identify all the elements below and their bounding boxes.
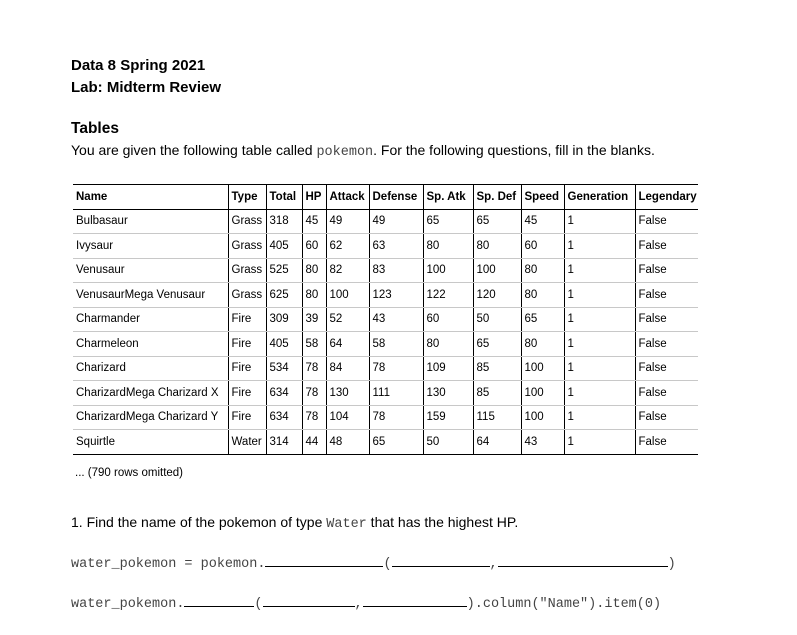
table-cell: 100 <box>521 356 564 381</box>
table-cell: False <box>635 307 698 332</box>
table-cell: 78 <box>369 405 423 430</box>
code-line-2-end: ).column("Name").item(0) <box>466 597 662 612</box>
table-cell: 45 <box>302 209 326 234</box>
course-title: Data 8 Spring 2021 <box>71 57 206 74</box>
table-cell: Fire <box>228 332 266 357</box>
table-cell: Grass <box>228 234 266 259</box>
table-cell: 159 <box>423 405 473 430</box>
table-cell: 63 <box>369 234 423 259</box>
table-cell: 100 <box>521 405 564 430</box>
blank-2-arg2[interactable] <box>363 594 467 607</box>
table-cell: 80 <box>521 332 564 357</box>
table-cell: False <box>635 430 698 455</box>
table-cell: 78 <box>302 356 326 381</box>
table-cell: 1 <box>564 209 635 234</box>
question-1-code: Water <box>326 517 367 532</box>
table-cell: 122 <box>423 283 473 308</box>
table-row <box>73 234 698 259</box>
table-cell: VenusaurMega Venusaur <box>73 283 228 308</box>
code-line-1-start: water_pokemon = pokemon. <box>71 557 266 572</box>
table-row <box>73 405 698 430</box>
table-cell: 65 <box>369 430 423 455</box>
table-cell: Ivysaur <box>73 234 228 259</box>
table-cell: 111 <box>369 381 423 406</box>
table-cell: 1 <box>564 307 635 332</box>
table-cell: 80 <box>302 258 326 283</box>
table-cell: 80 <box>423 234 473 259</box>
intro-text-after: . For the following questions, fill in the blanks. <box>373 142 655 158</box>
table-cell: 1 <box>564 356 635 381</box>
table-cell: Fire <box>228 405 266 430</box>
table-cell: 52 <box>326 307 369 332</box>
table-cell: 60 <box>302 234 326 259</box>
table-cell: 65 <box>473 332 521 357</box>
table-cell: 65 <box>473 209 521 234</box>
question-1-suffix: that has the highest HP. <box>366 514 519 530</box>
table-cell: 50 <box>423 430 473 455</box>
blank-2-method[interactable] <box>184 594 254 607</box>
table-cell: 318 <box>266 209 302 234</box>
table-cell: Fire <box>228 307 266 332</box>
table-cell: 58 <box>302 332 326 357</box>
table-cell: 80 <box>423 332 473 357</box>
table-row <box>73 430 698 455</box>
table-cell: 525 <box>266 258 302 283</box>
table-cell: 80 <box>521 258 564 283</box>
table-cell: False <box>635 332 698 357</box>
table-cell: 78 <box>369 356 423 381</box>
column-header: Legendary <box>635 185 698 210</box>
table-cell: 634 <box>266 405 302 430</box>
table-cell: 130 <box>326 381 369 406</box>
table-header-row <box>73 185 698 210</box>
column-header: HP <box>302 185 326 210</box>
table-cell: 80 <box>521 283 564 308</box>
table-cell: Charizard <box>73 356 228 381</box>
table-cell: 82 <box>326 258 369 283</box>
code-line-1 <box>71 554 676 572</box>
table-cell: False <box>635 209 698 234</box>
column-header: Type <box>228 185 266 210</box>
code-line-2-start: water_pokemon. <box>71 597 185 612</box>
table-cell: 309 <box>266 307 302 332</box>
table-cell: 85 <box>473 356 521 381</box>
table-cell: Squirtle <box>73 430 228 455</box>
table-cell: Fire <box>228 381 266 406</box>
table-cell: 1 <box>564 283 635 308</box>
table-cell: 634 <box>266 381 302 406</box>
table-cell: 44 <box>302 430 326 455</box>
table-cell: 85 <box>473 381 521 406</box>
table-cell: 43 <box>521 430 564 455</box>
table-cell: 405 <box>266 234 302 259</box>
table-row <box>73 381 698 406</box>
pokemon-table <box>73 184 698 455</box>
table-cell: 65 <box>423 209 473 234</box>
table-cell: False <box>635 283 698 308</box>
table-row <box>73 258 698 283</box>
table-cell: 109 <box>423 356 473 381</box>
blank-1-method[interactable] <box>265 554 383 567</box>
table-cell: 49 <box>369 209 423 234</box>
table-cell: Venusaur <box>73 258 228 283</box>
question-1 <box>71 514 518 532</box>
table-cell: 100 <box>326 283 369 308</box>
omitted-rows-note: ... (790 rows omitted) <box>75 467 184 479</box>
code-line-1-comma: , <box>489 557 498 572</box>
table-cell: 1 <box>564 381 635 406</box>
table-cell: 48 <box>326 430 369 455</box>
table-cell: Charmeleon <box>73 332 228 357</box>
column-header: Sp. Def <box>473 185 521 210</box>
table-cell: 58 <box>369 332 423 357</box>
table-cell: 104 <box>326 405 369 430</box>
table-cell: 84 <box>326 356 369 381</box>
section-title: Tables <box>71 120 119 137</box>
blank-1-arg1[interactable] <box>392 554 490 567</box>
table-cell: False <box>635 381 698 406</box>
table-cell: False <box>635 356 698 381</box>
table-cell: 115 <box>473 405 521 430</box>
column-header: Total <box>266 185 302 210</box>
table-cell: 60 <box>423 307 473 332</box>
column-header: Attack <box>326 185 369 210</box>
table-cell: CharizardMega Charizard X <box>73 381 228 406</box>
table-cell: CharizardMega Charizard Y <box>73 405 228 430</box>
lab-title: Lab: Midterm Review <box>71 79 222 96</box>
column-header: Name <box>73 185 228 210</box>
table-cell: 1 <box>564 405 635 430</box>
column-header: Sp. Atk <box>423 185 473 210</box>
table-cell: 1 <box>564 258 635 283</box>
table-row <box>73 332 698 357</box>
question-1-prefix: 1. Find the name of the pokemon of type <box>71 514 327 530</box>
code-line-1-paren-open: ( <box>383 557 392 572</box>
code-line-2 <box>71 594 661 612</box>
column-header: Speed <box>521 185 564 210</box>
table-body <box>73 209 698 454</box>
table-cell: Grass <box>228 283 266 308</box>
table-cell: 64 <box>473 430 521 455</box>
table-cell: 405 <box>266 332 302 357</box>
table-cell: 100 <box>521 381 564 406</box>
table-cell: 1 <box>564 234 635 259</box>
table-cell: 80 <box>302 283 326 308</box>
table-cell: 1 <box>564 332 635 357</box>
table-cell: 49 <box>326 209 369 234</box>
table-cell: Charmander <box>73 307 228 332</box>
table-cell: 120 <box>473 283 521 308</box>
blank-1-arg2[interactable] <box>498 554 668 567</box>
table-row <box>73 283 698 308</box>
code-line-1-paren-close: ) <box>667 557 676 572</box>
table-cell: Grass <box>228 258 266 283</box>
table-cell: 64 <box>326 332 369 357</box>
table-cell: 625 <box>266 283 302 308</box>
table-cell: 78 <box>302 405 326 430</box>
code-line-2-comma: , <box>354 597 363 612</box>
table-cell: 65 <box>521 307 564 332</box>
blank-2-arg1[interactable] <box>263 594 355 607</box>
table-cell: 100 <box>423 258 473 283</box>
table-cell: False <box>635 234 698 259</box>
table-cell: 534 <box>266 356 302 381</box>
table-cell: 62 <box>326 234 369 259</box>
intro-text-before: You are given the following table called <box>71 142 317 158</box>
table-cell: 123 <box>369 283 423 308</box>
table-cell: Grass <box>228 209 266 234</box>
table-row <box>73 356 698 381</box>
table-cell: 83 <box>369 258 423 283</box>
table-cell: 130 <box>423 381 473 406</box>
column-header: Generation <box>564 185 635 210</box>
table-cell: 1 <box>564 430 635 455</box>
table-cell: 100 <box>473 258 521 283</box>
table-cell: Water <box>228 430 266 455</box>
table-cell: Fire <box>228 356 266 381</box>
table-cell: 80 <box>473 234 521 259</box>
table-cell: 43 <box>369 307 423 332</box>
intro-code: pokemon <box>316 145 374 160</box>
table-cell: False <box>635 405 698 430</box>
column-header: Defense <box>369 185 423 210</box>
table-cell: 60 <box>521 234 564 259</box>
section-intro <box>71 142 655 160</box>
table-cell: 39 <box>302 307 326 332</box>
table-cell: 314 <box>266 430 302 455</box>
table-row <box>73 209 698 234</box>
table-cell: 45 <box>521 209 564 234</box>
table-cell: Bulbasaur <box>73 209 228 234</box>
code-line-2-paren-open: ( <box>254 597 263 612</box>
table-cell: 78 <box>302 381 326 406</box>
table-cell: 50 <box>473 307 521 332</box>
table-row <box>73 307 698 332</box>
table-cell: False <box>635 258 698 283</box>
